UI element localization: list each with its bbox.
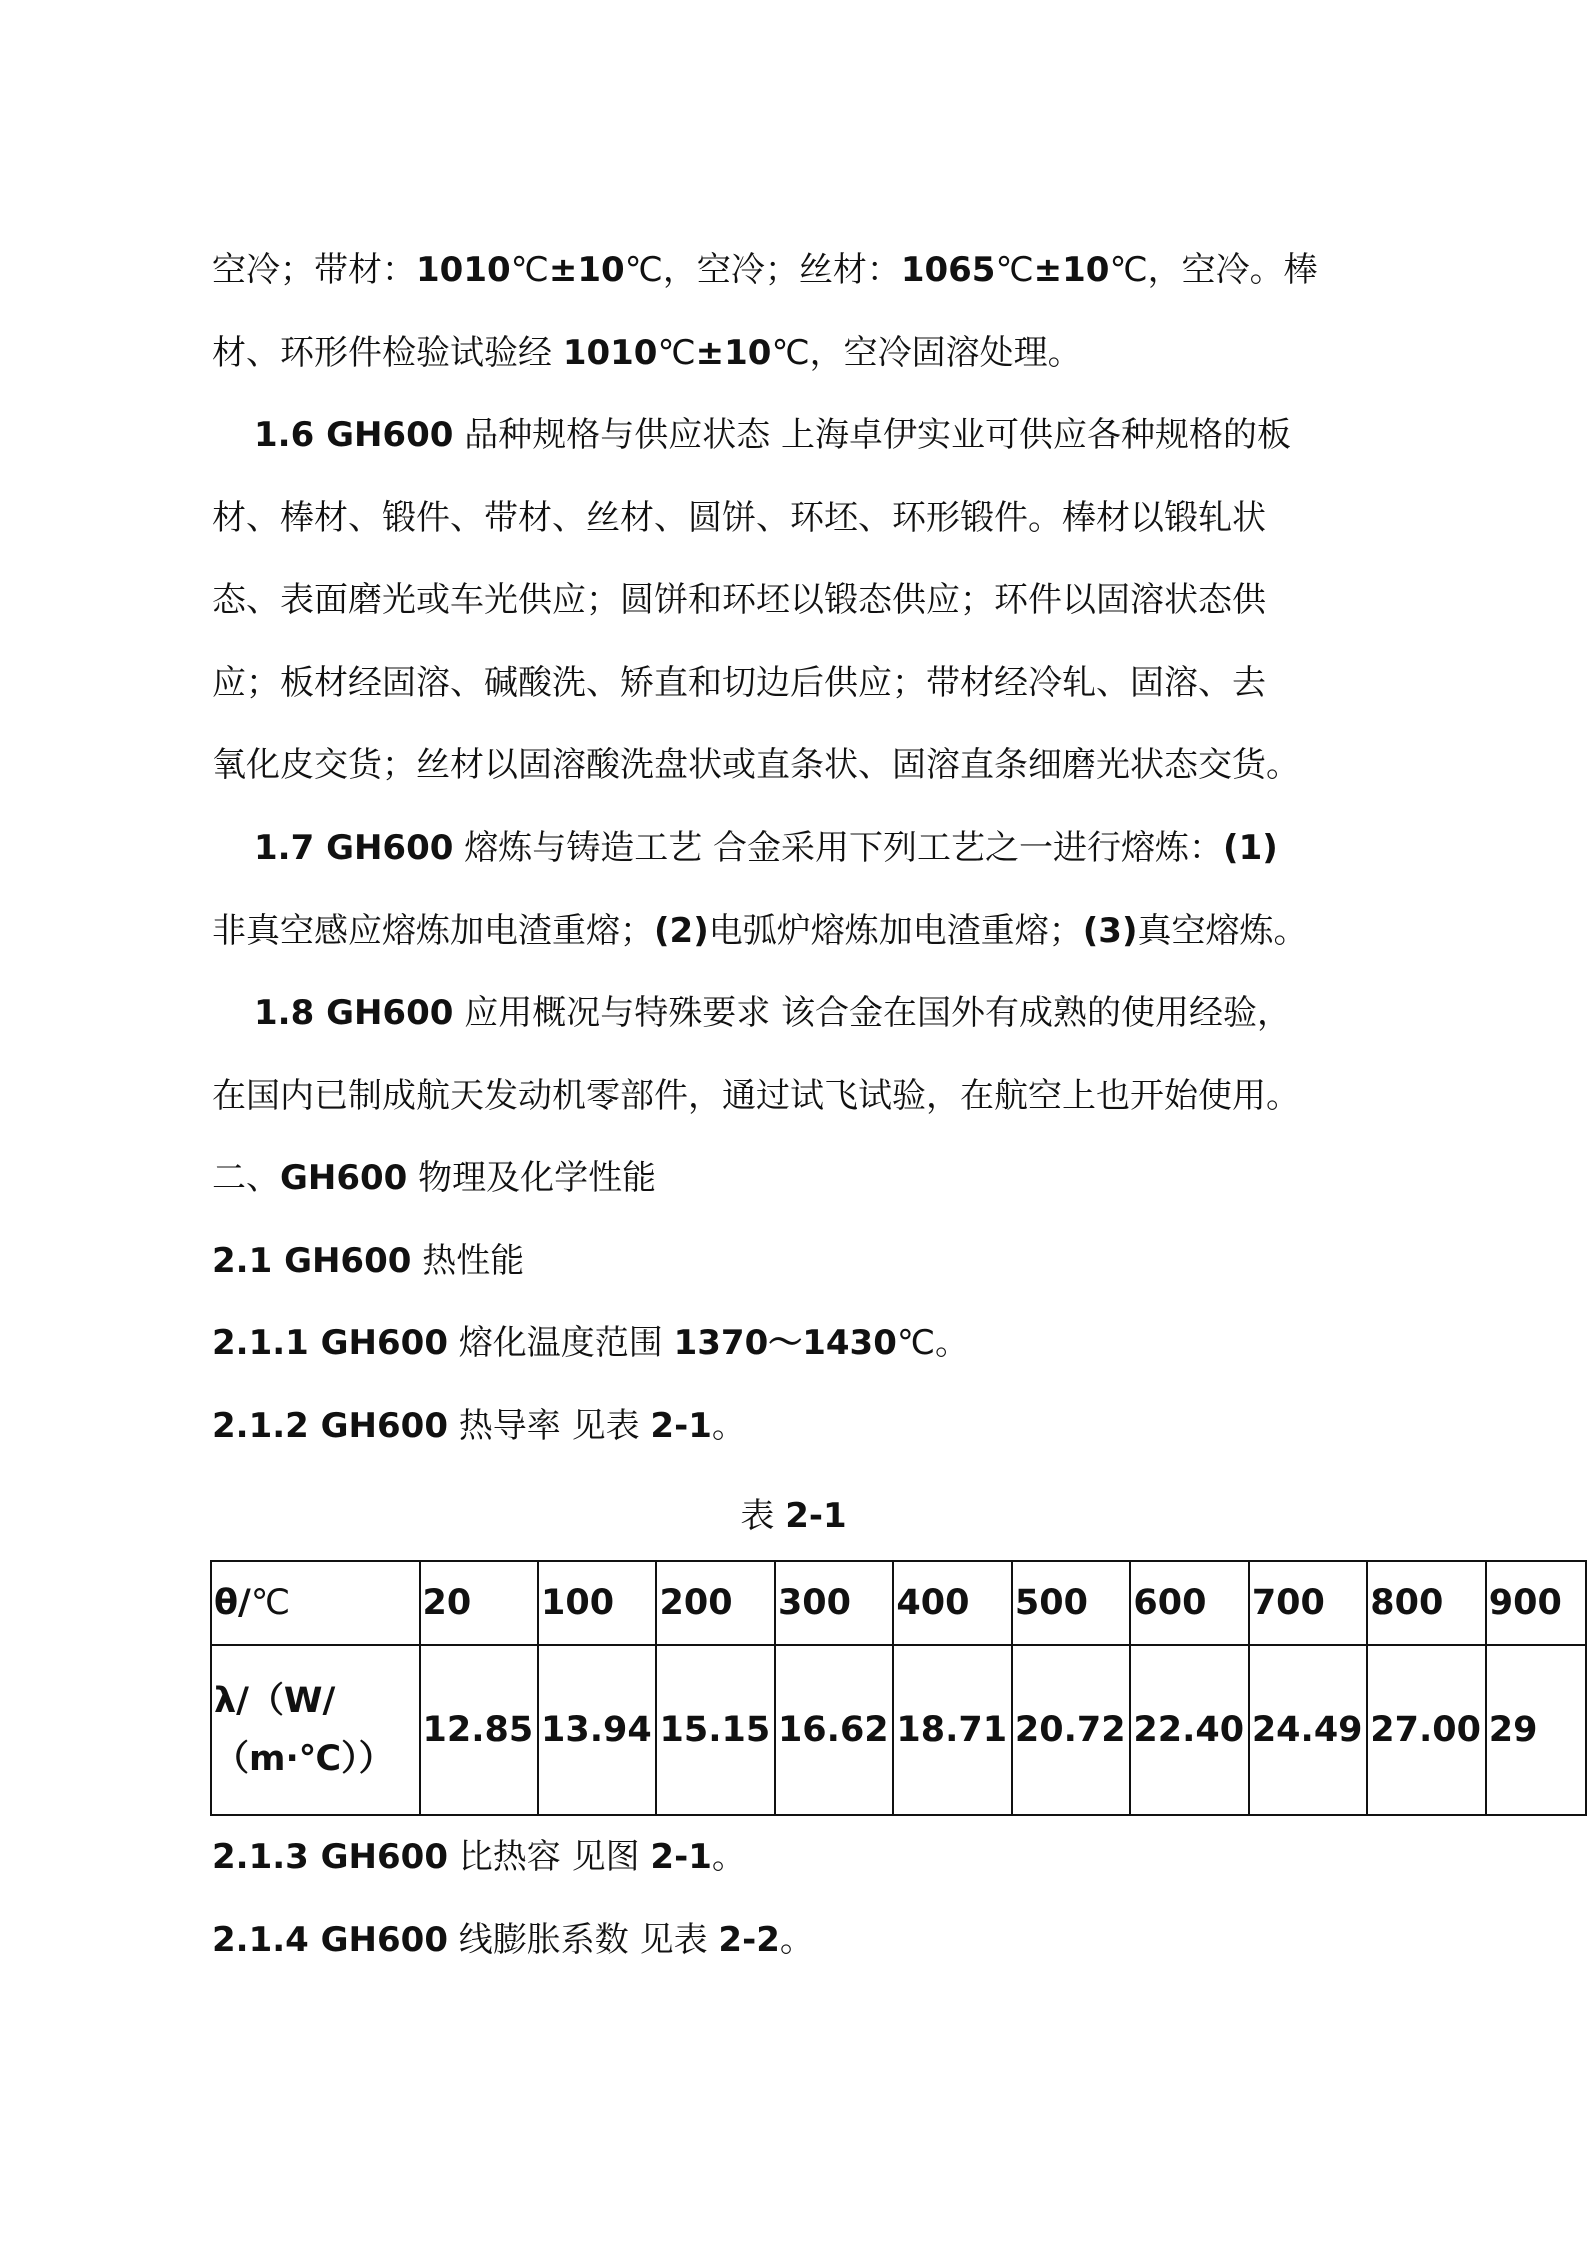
table-cell: 27.00 <box>1367 1645 1485 1815</box>
text-span: 应用概况与特殊要求 该合金在国外有成熟的使用经验， <box>453 993 1292 1033</box>
section-heading-1-8 <box>254 993 1291 1033</box>
paragraph-line: 氧化皮交货；丝材以固溶酸洗盘状或直条状、固溶直条细磨光状态交货。 <box>212 745 1300 785</box>
table-cell: 29 <box>1486 1645 1586 1815</box>
table-cell: 400 <box>893 1561 1011 1645</box>
section-heading-2-1-4 <box>212 1920 814 1960</box>
table-cell: 20.72 <box>1012 1645 1130 1815</box>
table-row-conductivity <box>211 1645 1586 1815</box>
text-span: 空冷；带材： <box>212 250 416 290</box>
text-span: ±10 <box>1033 250 1110 290</box>
section-number: 2.1.3 GH600 <box>212 1837 448 1877</box>
text-span: 2-1 <box>650 1837 712 1877</box>
paragraph-line <box>212 250 1318 290</box>
text-span: ℃ <box>250 1583 291 1623</box>
section-heading-1-6 <box>254 415 1291 455</box>
text-span: 比热容 见图 <box>447 1837 651 1877</box>
text-span: 1010 <box>562 333 658 373</box>
text-span: 。 <box>711 1837 746 1877</box>
paragraph-line <box>212 333 1082 373</box>
table-cell: 100 <box>538 1561 656 1645</box>
table-cell: 300 <box>775 1561 893 1645</box>
text-span: ℃，空冷。棒 <box>1109 250 1318 290</box>
text-span: 2-1 <box>650 1406 712 1446</box>
text-span: （m·℃）） <box>214 1739 394 1779</box>
text-span: ℃。 <box>896 1323 970 1363</box>
text-span: 。 <box>711 1406 746 1446</box>
paragraph-line: 应；板材经固溶、碱酸洗、矫直和切边后供应；带材经冷轧、固溶、去 <box>212 663 1266 703</box>
row-header-conductivity <box>211 1645 420 1815</box>
table-cell: 700 <box>1249 1561 1367 1645</box>
text-span: (2) <box>654 911 709 951</box>
text-span: θ/ <box>214 1583 251 1623</box>
table-cell: 15.15 <box>656 1645 774 1815</box>
text-span: 真空熔炼。 <box>1137 911 1308 951</box>
text-span: 2-2 <box>718 1920 780 1960</box>
table-row-temperature <box>211 1561 1586 1645</box>
section-heading-2-1-1 <box>212 1323 969 1363</box>
text-span: (3) <box>1082 911 1138 951</box>
section-number: 1.8 GH600 <box>254 993 454 1033</box>
table-cell: 900 <box>1486 1561 1586 1645</box>
text-span: ±10 <box>548 250 625 290</box>
text-span: ℃，空冷；丝材： <box>624 250 901 290</box>
section-heading-1-7 <box>254 828 1278 868</box>
text-span: (1) <box>1223 828 1278 868</box>
text-span: 非真空感应熔炼加电渣重熔； <box>212 911 654 951</box>
text-span: ℃ <box>657 333 696 373</box>
text-span: 熔化温度范围 <box>447 1323 674 1363</box>
table-cell: 13.94 <box>538 1645 656 1815</box>
text-span: 。 <box>779 1920 814 1960</box>
text-span: 1370～1430 <box>673 1323 897 1363</box>
table-cell: 500 <box>1012 1561 1130 1645</box>
text-span: 物理及化学性能 <box>407 1158 657 1198</box>
section-number: 2.1.4 GH600 <box>212 1920 448 1960</box>
text-span: 二、 <box>212 1158 280 1198</box>
paragraph-line <box>212 911 1308 951</box>
section-number: 2.1 GH600 <box>212 1241 412 1281</box>
text-span: 热导率 见表 <box>447 1406 651 1446</box>
table-cell: 16.62 <box>775 1645 893 1815</box>
section-number: 1.6 GH600 <box>254 415 454 455</box>
section-number: 2.1.1 GH600 <box>212 1323 448 1363</box>
section-heading-2-1-3 <box>212 1837 746 1877</box>
row-header-temperature <box>211 1561 420 1645</box>
table-cell: 200 <box>656 1561 774 1645</box>
text-span: 1065 <box>900 250 996 290</box>
section-number: 2.1.2 GH600 <box>212 1406 448 1446</box>
thermal-conductivity-table <box>210 1560 1587 1816</box>
table-cell: 12.85 <box>420 1645 538 1815</box>
text-span: 热性能 <box>411 1241 525 1281</box>
table-caption <box>0 1496 1587 1536</box>
paragraph-line: 态、表面磨光或车光供应；圆饼和环坯以锻态供应；环件以固溶状态供 <box>212 580 1266 620</box>
text-span: 熔炼与铸造工艺 合金采用下列工艺之一进行熔炼： <box>453 828 1224 868</box>
section-number: 1.7 GH600 <box>254 828 454 868</box>
text-span: 品种规格与供应状态 上海卓伊实业可供应各种规格的板 <box>453 415 1292 455</box>
section-heading-2-1 <box>212 1241 524 1281</box>
text-span: 2-1 <box>785 1496 847 1536</box>
table-cell: 800 <box>1367 1561 1485 1645</box>
text-span: ℃ <box>995 250 1034 290</box>
text-span: ℃ <box>510 250 549 290</box>
text-span: ±10 <box>695 333 772 373</box>
table-cell: 24.49 <box>1249 1645 1367 1815</box>
table-cell: 600 <box>1130 1561 1248 1645</box>
text-span: 电弧炉熔炼加电渣重熔； <box>708 911 1083 951</box>
text-span: ℃，空冷固溶处理。 <box>771 333 1082 373</box>
text-span: λ/（W/ <box>214 1681 336 1721</box>
text-span: GH600 <box>280 1158 408 1198</box>
paragraph-line: 材、棒材、锻件、带材、丝材、圆饼、环坯、环形锻件。棒材以锻轧状 <box>212 498 1266 538</box>
paragraph-line: 在国内已制成航天发动机零部件，通过试飞试验，在航空上也开始使用。 <box>212 1076 1300 1116</box>
text-span: 材、环形件检验试验经 <box>212 333 563 373</box>
text-span: 线膨胀系数 见表 <box>447 1920 719 1960</box>
section-heading-2-1-2 <box>212 1406 746 1446</box>
text-span: 表 <box>740 1496 786 1536</box>
table-cell: 22.40 <box>1130 1645 1248 1815</box>
table-cell: 18.71 <box>893 1645 1011 1815</box>
chapter-heading <box>212 1158 656 1198</box>
table-cell: 20 <box>420 1561 538 1645</box>
text-span: 1010 <box>416 250 511 290</box>
